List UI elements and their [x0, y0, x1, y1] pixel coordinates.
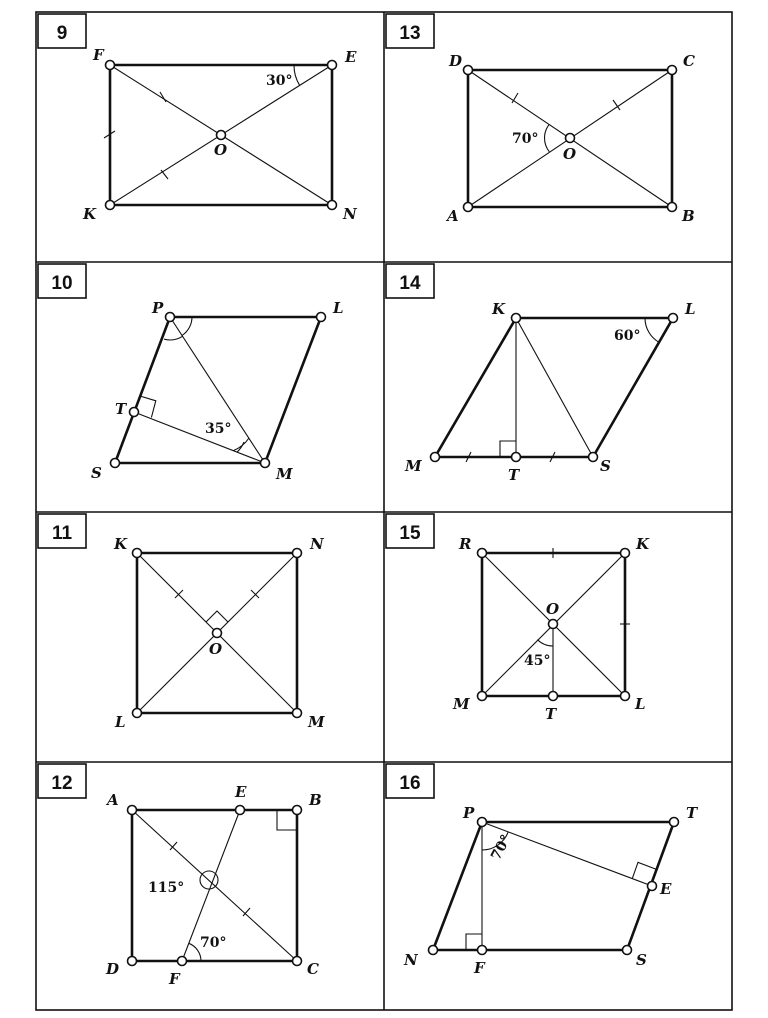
point-label-r: R — [459, 535, 472, 553]
parallelogram-pslm — [111, 313, 326, 468]
problem-number: 12 — [51, 773, 73, 794]
point-label-l: L — [685, 300, 696, 318]
point-label-t: T — [115, 400, 127, 418]
point-label-n: N — [310, 535, 324, 553]
point-label-b: B — [309, 791, 322, 809]
point-label-f: F — [474, 959, 485, 977]
problem-16 — [386, 764, 699, 977]
problem-number: 10 — [51, 273, 73, 294]
parallelogram-ptsn — [429, 818, 679, 955]
angle-label-70: 70° — [488, 832, 515, 864]
problem-number: 14 — [399, 273, 421, 294]
point-label-a: A — [447, 207, 459, 225]
point-label-m: M — [453, 695, 470, 713]
point-label-b: B — [682, 207, 695, 225]
angle-label-45: 45° — [524, 653, 551, 669]
point-label-n: N — [343, 205, 357, 223]
point-label-a: A — [107, 791, 119, 809]
point-label-k: K — [636, 535, 650, 553]
point-label-k: K — [492, 300, 506, 318]
point-label-m: M — [276, 465, 293, 483]
problem-9 — [38, 14, 358, 223]
problem-number: 9 — [56, 23, 68, 44]
point-label-e: E — [235, 783, 247, 801]
problem-15 — [386, 514, 650, 723]
point-label-l: L — [333, 299, 344, 317]
point-label-n: N — [404, 951, 418, 969]
angle-label-115: 115° — [148, 880, 185, 896]
problem-13 — [386, 14, 695, 225]
point-label-t: T — [508, 466, 520, 484]
point-label-d: D — [106, 960, 120, 978]
problem-number: 16 — [399, 773, 421, 794]
angle-label-30: 30° — [266, 73, 293, 89]
problem-grid — [36, 12, 732, 1010]
point-label-s: S — [600, 457, 611, 475]
problem-10 — [38, 264, 344, 483]
rectangle-dcba — [464, 66, 677, 212]
point-label-s: S — [636, 951, 647, 969]
point-label-f: F — [169, 970, 180, 988]
point-label-d: D — [449, 52, 463, 70]
point-label-l: L — [635, 695, 646, 713]
point-label-k: K — [83, 205, 97, 223]
point-label-e: E — [345, 48, 357, 66]
point-label-c: C — [307, 960, 319, 978]
angle-label-60: 60° — [614, 328, 641, 344]
point-label-p: P — [463, 804, 475, 822]
point-label-m: M — [405, 457, 422, 475]
problem-number: 11 — [51, 523, 73, 544]
angle-label-70: 70° — [200, 935, 227, 951]
square-knml — [133, 549, 302, 718]
problem-number: 15 — [399, 523, 421, 544]
problem-11 — [38, 514, 325, 731]
problem-14 — [386, 264, 696, 484]
square-rklm — [478, 548, 631, 701]
angle-label-35: 35° — [205, 421, 232, 437]
point-label-t: T — [686, 804, 698, 822]
point-label-o: O — [546, 600, 560, 618]
point-label-m: M — [308, 713, 325, 731]
rectangle-fekn — [104, 61, 337, 210]
point-label-c: C — [683, 52, 695, 70]
problem-12 — [38, 764, 322, 988]
point-label-f: F — [93, 46, 104, 64]
point-label-s: S — [91, 464, 102, 482]
angle-label-70: 70° — [512, 131, 539, 147]
problem-number: 13 — [399, 23, 421, 44]
point-label-e: E — [660, 880, 672, 898]
point-label-p: P — [152, 299, 164, 317]
point-label-k: K — [114, 535, 128, 553]
point-label-o: O — [209, 640, 223, 658]
point-label-l: L — [115, 713, 126, 731]
point-label-t: T — [545, 705, 557, 723]
point-label-o: O — [214, 141, 228, 159]
point-label-o: O — [563, 145, 577, 163]
